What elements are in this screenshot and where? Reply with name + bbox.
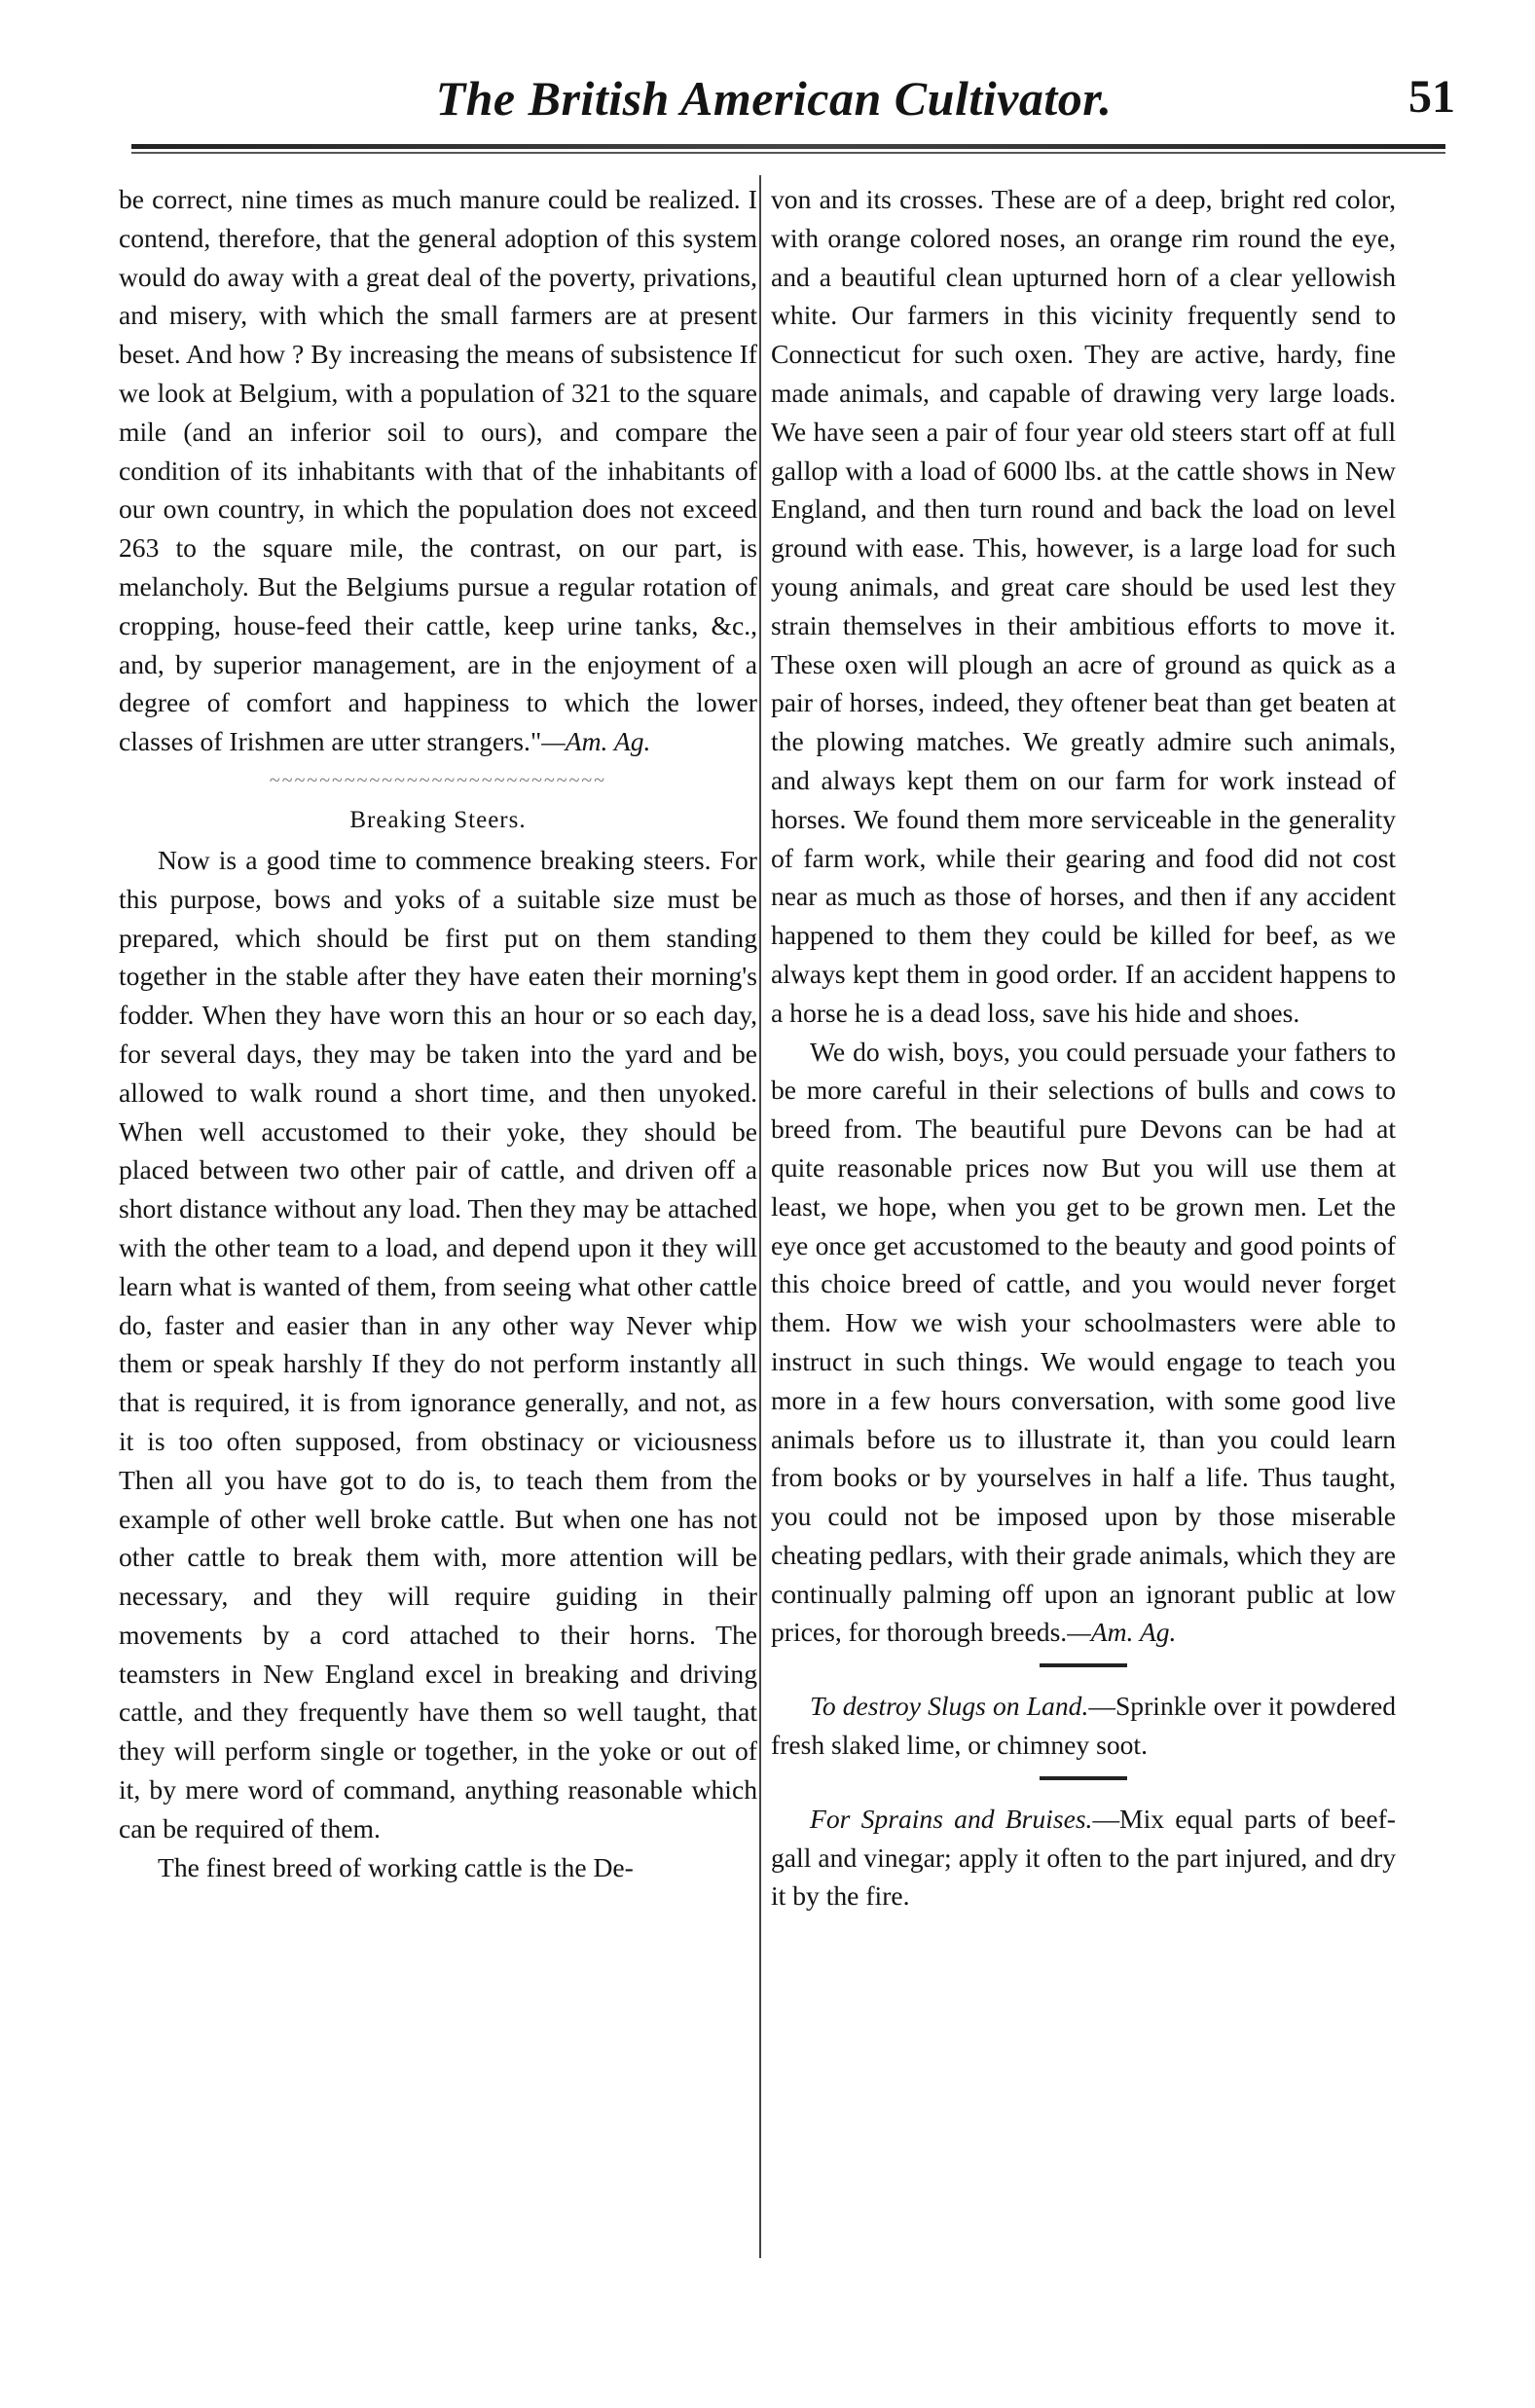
left-column bbox=[119, 180, 757, 1886]
belgium-paragraph bbox=[119, 180, 757, 761]
short-rule bbox=[1040, 1663, 1127, 1667]
ornamental-divider: ~~~~~~~~~~~~~~~~~~~~~~~~~~~ bbox=[269, 769, 607, 791]
short-rule bbox=[1040, 1776, 1127, 1780]
belgium-paragraph-text: be correct, nine times as much manure could be realized. I contend, therefore, that the general adoption of this system would do away with a great deal of the poverty, privations, and misery, with which the small farmers are at present beset. And how ? By increasing the means of subsistence If we look at Belgium, with a population of 321 to the square mile (and an inferior soil to ours), and compare the condition of its inhabitants with that of the inhabitants of our own country, in which the population does not exceed 263 to the square mile, the contrast, on our part, is melancholy. But the Belgiums pursue a regular rotation of cropping, house-feed their cattle, keep urine tanks, &c., and, by superior management, are in the enjoyment of a degree of comfort and happiness to which the lower classes of Irishmen are utter strangers." bbox=[119, 184, 757, 757]
page-header bbox=[92, 70, 1455, 138]
running-title: The British American Cultivator. bbox=[435, 71, 1113, 126]
source-citation: —Am. Ag. bbox=[1067, 1617, 1177, 1648]
boys-paragraph bbox=[771, 1033, 1396, 1653]
devon-paragraph: von and its crosses. These are of a deep, bright red color, with orange colored noses, an orange rim round the eye, and a beautiful clean upturned horn of a clear yellowish white. Our farmers in this vicinity frequently send to Connecticut for such oxen. They are active, hardy, fine made animals, and capable of drawing very large loads. We have seen a pair of four year old steers start off at full gallop with a load of 6000 lbs. at the cattle shows in New England, and then turn round and back the load on level ground with ease. This, however, is a large load for such young animals, and great care should be used lest they strain themselves in their ambitious efforts to move it. These oxen will plough an acre of ground as quick as a pair of horses, indeed, they oftener beat than get beaten at the plowing matches. We greatly admire such animals, and always kept them on our farm for work instead of horses. We found them more serviceable in the generality of farm work, while their gearing and food did not cost near as much as those of horses, and then if any accident happened to them they could be killed for beef, as we always kept them in good order. If an accident happens to a horse he is a dead loss, save his hide and shoes. bbox=[771, 184, 1396, 1028]
header-rule-thin bbox=[131, 152, 1445, 154]
section-heading-breaking-steers: Breaking Steers. bbox=[349, 806, 527, 833]
slugs-title: To destroy Slugs on Land. bbox=[810, 1691, 1089, 1722]
header-rule bbox=[131, 144, 1445, 149]
sprains-title: For Sprains and Bruises. bbox=[810, 1803, 1093, 1834]
finest-breed-paragraph: The finest breed of working cattle is the De- bbox=[158, 1851, 634, 1882]
boys-paragraph-text: We do wish, boys, you could persuade your fathers to be more careful in their selections of bulls and cows to breed from. The beautiful pure Devons can be had at quite reasonable prices now But you will use them at least, we hope, when you get to be grown men. Let the eye once get accustomed to the beauty and good points of this choice breed of cattle, and you would never forget them. How we wish your schoolmasters were able to instruct in such things. We would engage to teach you more in a few hours conversation, with some good live animals before us to illustrate it, than you could learn from books or by yourselves in half a life. Thus taught, you could not be imposed upon by those miserable cheating pedlars, with their grade animals, which they are continually palming off upon an ignorant public at low prices, for thorough breeds. bbox=[771, 1036, 1396, 1648]
sprains-text: —Mix equal parts of beef-gall and vinegar; apply it often to the part injured, and dry it by the fire. bbox=[771, 1803, 1396, 1912]
slugs-text: —Sprinkle over it powdered fresh slaked lime, or chimney soot. bbox=[771, 1691, 1396, 1761]
source-citation: —Am. Ag. bbox=[541, 726, 651, 757]
page-number: 51 bbox=[1408, 71, 1455, 123]
breaking-steers-paragraph: Now is a good time to commence breaking steers. For this purpose, bows and yoks of a suitable size must be prepared, which should be first put on them standing together in the stable after they have eaten their morning's fodder. When they have worn this an hour or so each day, for several days, they may be taken into the yard and be allowed to walk round a short time, and then unyoked. When well accustomed to their yoke, they should be placed between two other pair of cattle, and driven off a short distance without any load. Then they may be attached with the other team to a load, and depend upon it they will learn what is wanted of them, from seeing what other cattle do, faster and easier than in any other way Never whip them or speak harshly If they do not perform instantly all that is required, it is from ignorance generally, and not, as it is too often supposed, from obstinacy or viciousness Then all you have got to do is, to teach them from the example of other well broke cattle. But when one has not other cattle to break them with, more attention will be necessary, and they will require guiding in their movements by a cord attached to their horns. The teamsters in New England excel in breaking and driving cattle, and they frequently have them so well taught, that they will perform single or together, in the yoke or out of it, by mere word of command, anything reasonable which can be required of them. bbox=[119, 844, 757, 1843]
sprains-paragraph bbox=[771, 1800, 1396, 1915]
column-divider bbox=[759, 175, 761, 2258]
right-column bbox=[771, 180, 1396, 1915]
slugs-paragraph bbox=[771, 1687, 1396, 1765]
